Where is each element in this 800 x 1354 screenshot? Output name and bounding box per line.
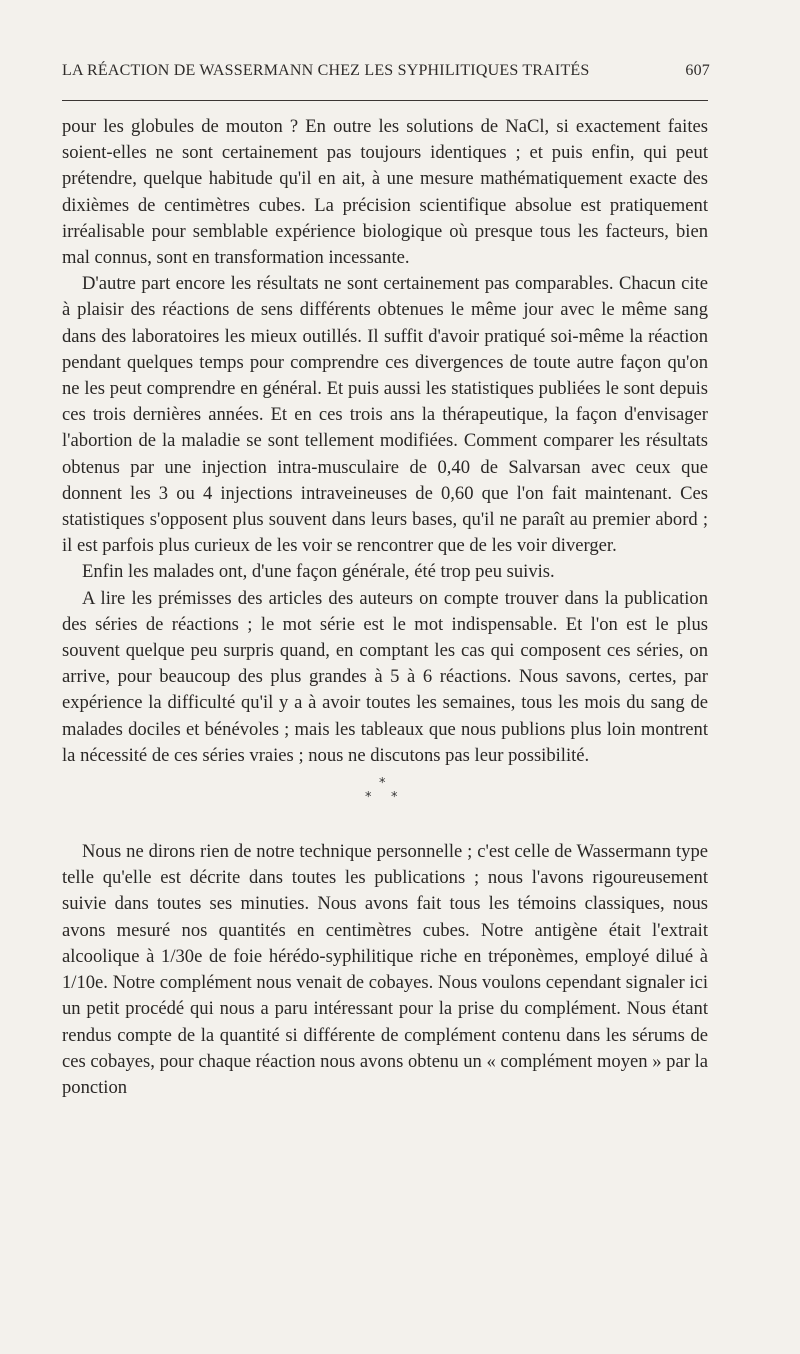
paragraph-patients: Enfin les malades ont, d'une façon générale, été trop peu suivis. — [82, 561, 555, 583]
asterism-star: * — [379, 776, 386, 792]
asterism-star: * — [391, 790, 398, 806]
running-header — [62, 62, 710, 80]
paragraph-technique: Nous ne dirons rien de notre technique personnelle ; c'est celle de Wassermann type telle qu'elle est décrite dans toutes les publications ; nous l'avons rigoureusement suivie dans toutes ses minuties. Nous avons fait tous les témoins classiques, nous avons mesuré nos quantités en centimètres cubes. Notre antigène était l'extrait alcoolique à 1/30e de foie hérédo-syphilitique riche en tréponèmes, employé dilué à 1/10e. Notre complément nous venait de cobayes. Nous voulons cependant signaler ici un petit procédé qui nous a paru intéressant pour la prise du complément. Nous étant rendus compte de la quantité si différente de complément contenu dans les sérums de ces cobayes, pour chaque réaction nous avons obtenu un « complément moyen » par la ponction — [62, 841, 708, 1098]
running-title: LA RÉACTION DE WASSERMANN CHEZ LES SYPHILITIQUES TRAITÉS — [62, 62, 590, 79]
section-gap — [62, 831, 708, 839]
header-rule — [62, 100, 708, 101]
asterism-star: * — [365, 790, 372, 806]
paragraph-continuation: pour les globules de mouton ? En outre les solutions de NaCl, si exactement faites soient-elles ne sont certainement pas toujours identiques ; et puis enfin, qui peut prétendre, quelque habitude qu'il en ait, à une mesure mathématiquement exacte des dixièmes de centimètres cubes. La précision scientifique absolue est pratiquement irréalisable pour semblable expérience biologique où presque tous les facteurs, bien mal connus, sont en transformation incessante. — [62, 116, 708, 269]
paragraph-series: A lire les prémisses des articles des auteurs on compte trouver dans la publication des séries de réactions ; le mot série est le mot indispensable. Et l'on est le plus souvent quelque peu surpris quand, en comptant les cas qui composent ces séries, on arrive, pour beaucoup des plus grandes à 5 à 6 réactions. Nous savons, certes, par expérience la difficulté qu'il y a à avoir toutes les semaines, tous les mois du sang de malades dociles et bénévoles ; mais les tableaux que nous publions plus loin montrent la nécessité de ces séries vraies ; nous ne discutons pas leur possibilité. — [62, 587, 708, 766]
asterism-separator — [62, 775, 708, 831]
paragraph-comparability: D'autre part encore les résultats ne sont certainement pas comparables. Chacun cite à plaisir des réactions de sens différents obtenues le même jour avec le même sang dans des laboratoires les mieux outillés. Il suffit d'avoir pratiqué soi-même la réaction pendant quelques temps pour comprendre ces divergences de toute autre façon qu'on ne les peut comprendre en général. Et puis aussi les statistiques publiées le sont depuis ces trois dernières années. Et en ces trois ans la thérapeutique, la façon d'envisager l'abortion de la maladie se sont tellement modifiées. Comment comparer les résultats obtenus par une injection intra-musculaire de 0,40 de Salvarsan avec ceux que donnent les 3 ou 4 injections intraveineuses de 0,60 que l'on fait maintenant. Ces statistiques s'opposent plus souvent dans leurs bases, qu'il ne paraît au premier abord ; il est parfois plus curieux de les voir se rencontrer que de les voir diverger. — [62, 273, 708, 557]
body-text — [62, 114, 708, 1101]
page-number: 607 — [685, 62, 710, 79]
